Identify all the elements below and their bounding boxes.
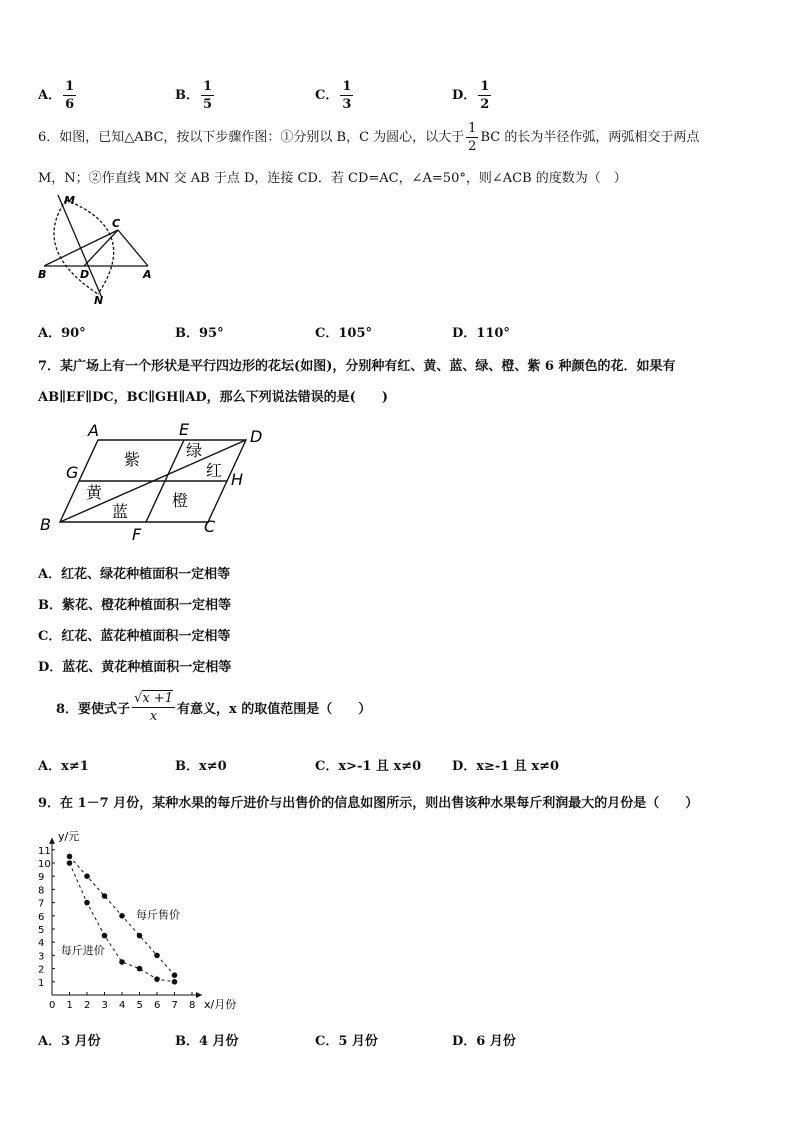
y-tick-label: 3: [38, 951, 45, 963]
data-point: [137, 966, 143, 972]
q8-suffix: 有意义，x 的取值范围是（ ）: [176, 702, 372, 717]
x-tick-label: 4: [119, 1000, 126, 1011]
q9-option-c[interactable]: C．5 月份: [315, 1034, 378, 1049]
q5-option-d-letter: D．: [452, 88, 477, 103]
q7-option-d[interactable]: D．蓝花、黄花种植面积一定相等: [38, 660, 232, 675]
q6-stem-line2: M，N；②作直线 MN 交 AB 于点 D，连接 CD．若 CD=AC，∠A=50°，则∠ACB 的度数为（ ）: [38, 171, 627, 186]
q6-option-a[interactable]: A．90°: [38, 326, 86, 341]
data-point: [67, 854, 73, 860]
q5-option-c-fraction: $\frac{1}{3}$: [342, 79, 352, 112]
series-label: 每斤售价: [136, 908, 180, 922]
q7-label-f: F: [132, 525, 142, 544]
q7-label-g: G: [66, 463, 79, 482]
data-point: [137, 933, 143, 939]
q9-chart: [30, 812, 260, 1022]
q5-option-b-letter: B．: [175, 88, 199, 103]
q5-option-a[interactable]: [38, 80, 78, 111]
q6-option-c[interactable]: C．105°: [315, 326, 372, 341]
q7-region-purple: 紫: [124, 450, 141, 469]
q5-option-b-fraction: $\frac{1}{5}$: [203, 79, 213, 112]
q6-arc-from-b: [66, 200, 114, 294]
q6-label-c: C: [112, 217, 121, 230]
q9-option-d[interactable]: D．6 月份: [452, 1034, 516, 1049]
q7-option-c[interactable]: C．红花、蓝花种植面积一定相等: [38, 629, 231, 644]
q8-option-a[interactable]: A．x≠1: [38, 759, 89, 774]
q5-option-d-fraction: $\frac{1}{2}$: [480, 79, 490, 112]
q7-label-a: A: [88, 421, 99, 440]
q6-option-d[interactable]: D．110°: [452, 326, 510, 341]
data-point: [119, 959, 125, 965]
q6-segment-ca: [118, 230, 148, 266]
series-label: 每斤进价: [60, 944, 105, 958]
data-point: [84, 900, 90, 906]
x-tick-label: 1: [66, 1000, 73, 1011]
y-axis-arrow: [49, 838, 55, 844]
q9-option-b[interactable]: B．4 月份: [175, 1034, 239, 1049]
y-tick-label: 4: [38, 938, 45, 950]
q8-option-d[interactable]: D．x≥-1 且 x≠0: [452, 759, 560, 774]
x-tick-label: 5: [136, 1000, 143, 1011]
q7-option-a[interactable]: A．红花、绿花种植面积一定相等: [38, 567, 231, 582]
y-tick-label: 11: [38, 845, 51, 857]
q7-label-c: C: [204, 517, 216, 536]
x-axis-arrow: [196, 992, 202, 998]
q7-region-yellow: 黄: [86, 483, 103, 502]
data-point: [154, 953, 160, 959]
data-point: [102, 893, 108, 899]
q6-figure: [36, 190, 161, 308]
q7-region-blue: 蓝: [112, 502, 129, 521]
x-tick-label: 7: [171, 1000, 178, 1011]
q8-option-b[interactable]: B．x≠0: [175, 759, 227, 774]
q8-prefix: 8．要使式子: [56, 702, 131, 717]
x-tick-label: 2: [84, 1000, 91, 1011]
q8-denominator: x: [149, 709, 158, 724]
q6-stem-line1-a: 6．如图，已知△ABC，按以下步骤作图：①分别以 B，C 为圆心，以大于: [38, 130, 465, 145]
y-tick-label: 1: [38, 977, 45, 989]
data-point: [172, 979, 178, 985]
q8-option-c[interactable]: C．x>-1 且 x≠0: [315, 759, 422, 774]
q7-label-d: D: [250, 427, 263, 446]
q6-line-mn: [58, 195, 102, 298]
q5-option-c-letter: C．: [315, 88, 339, 103]
q6-stem-line1: [38, 122, 699, 153]
data-point: [67, 860, 73, 866]
data-point: [119, 913, 125, 919]
q5-option-a-fraction: $\frac{1}{6}$: [65, 79, 75, 112]
q6-label-d: D: [80, 268, 90, 281]
q6-label-m: M: [64, 194, 75, 207]
q5-option-a-letter: A．: [38, 88, 62, 103]
y-axis-label: y/元: [58, 829, 80, 843]
q6-half-fraction: $\frac{1}{2}$: [468, 121, 477, 154]
x-tick-label: 6: [154, 1000, 161, 1011]
q6-label-a: A: [143, 268, 152, 281]
q7-figure: [36, 418, 266, 544]
q8-expression: $\frac{√x +1}{x}$: [134, 691, 173, 724]
q6-label-b: B: [38, 268, 47, 281]
q7-region-orange: 橙: [172, 491, 189, 510]
q7-stem-line2: AB∥EF∥DC，BC∥GH∥AD，那么下列说法错误的是( ): [38, 390, 388, 405]
q5-option-b[interactable]: [175, 80, 216, 111]
q5-option-d[interactable]: [452, 80, 493, 111]
q7-label-b: B: [40, 515, 51, 534]
q5-option-c[interactable]: [315, 80, 355, 111]
x-tick-label: 0: [49, 1000, 56, 1011]
q7-region-red: 红: [206, 461, 223, 480]
q9-option-a[interactable]: A．3 月份: [38, 1034, 101, 1049]
x-axis-label: x/月份: [204, 998, 237, 1011]
y-tick-label: 5: [38, 925, 45, 936]
q7-option-b[interactable]: B．紫花、橙花种植面积一定相等: [38, 598, 231, 613]
q6-stem-line1-b: BC 的长为半径作弧，两弧相交于两点: [480, 130, 700, 145]
y-tick-label: 10: [38, 859, 51, 870]
q7-label-e: E: [179, 420, 190, 439]
x-tick-label: 3: [101, 1000, 108, 1011]
y-tick-label: 9: [38, 872, 45, 884]
y-tick-label: 6: [38, 911, 45, 923]
q9-stem: 9．在 1－7 月份，某种水果的每斤进价与出售价的信息如图所示，则出售该种水果每斤利润最大的月份是（ ）: [38, 796, 699, 811]
x-tick-label: 8: [189, 1000, 196, 1011]
q6-option-b[interactable]: B．95°: [175, 326, 224, 341]
data-point: [102, 933, 108, 939]
q7-label-h: H: [231, 470, 244, 489]
q7-stem-line1: 7．某广场上有一个形状是平行四边形的花坛(如图)，分别种有红、黄、蓝、绿、橙、紫 6 种颜色的花．如果有: [38, 359, 676, 374]
data-point: [84, 873, 90, 879]
data-point: [154, 976, 160, 982]
q7-region-green: 绿: [186, 441, 203, 460]
q8-stem: [56, 692, 371, 723]
q6-label-n: N: [94, 294, 104, 307]
data-point: [172, 972, 178, 978]
y-tick-label: 2: [38, 964, 45, 976]
q6-arc-from-c: [54, 200, 98, 294]
q8-radicand: x +1: [142, 691, 173, 706]
y-tick-label: 8: [38, 885, 45, 897]
y-tick-label: 7: [38, 898, 45, 910]
